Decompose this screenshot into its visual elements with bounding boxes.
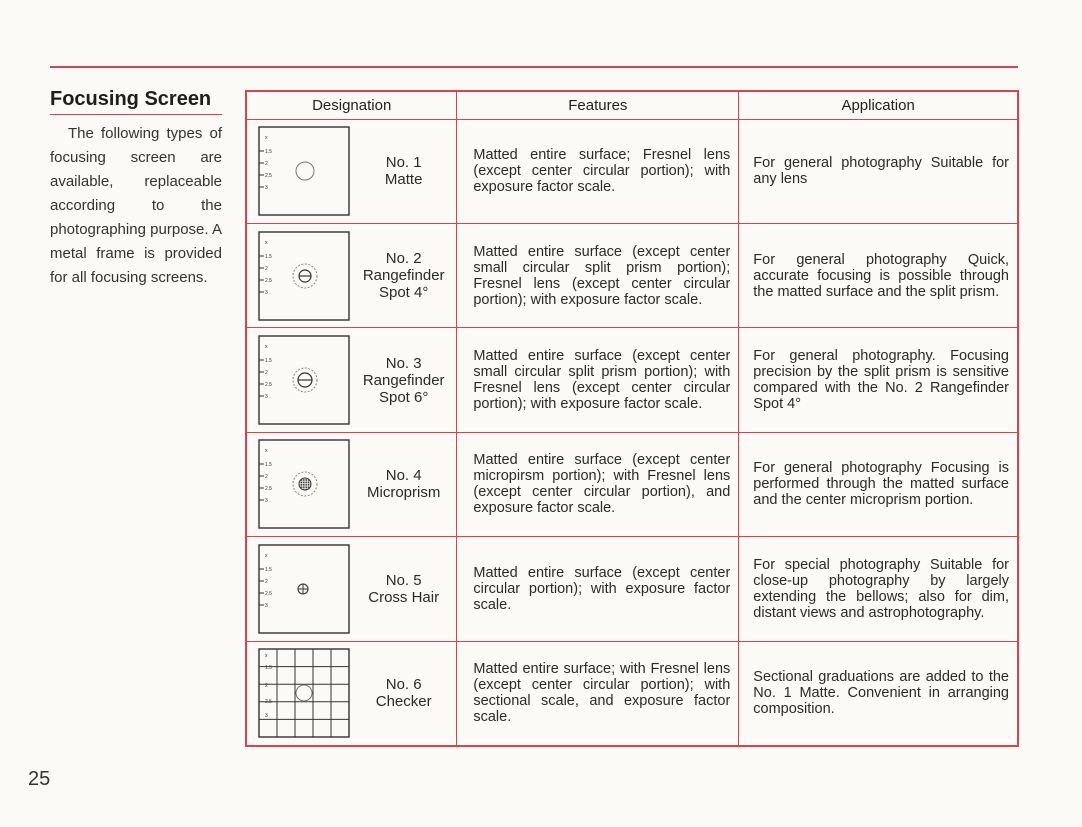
- screen-number: No. 5: [385, 571, 422, 589]
- designation-cell: [246, 223, 457, 327]
- scale-label: 1.5: [265, 665, 272, 672]
- features-cell: Matted entire surface; Fresnel lens (except center circular portion); with exposure factor scale.: [457, 119, 739, 223]
- designation-cell: [246, 641, 457, 746]
- scale-label: 2.5: [265, 277, 272, 284]
- intro-text: The following types of focusing screen are available, replaceable according to the photographing purpose. A metal frame is provided for all focusing screens.: [50, 125, 222, 286]
- screen-number: No. 4: [385, 467, 422, 485]
- scale-label: 2.5: [265, 173, 272, 180]
- table-header-row: [246, 91, 1018, 119]
- scale-label: 2.5: [265, 382, 272, 389]
- features-cell: Matted entire surface (except center small circular split prism portion); with Fresnel lens (except center circular portion); with exposure factor scale.: [457, 328, 739, 432]
- scale-label: x: [265, 448, 268, 455]
- designation-cell: [246, 119, 457, 223]
- header-features: Features: [457, 91, 739, 119]
- page-title: Focusing Screen: [50, 88, 212, 110]
- split-prism-screen-icon: [257, 334, 351, 426]
- scale-label: 2.5: [265, 486, 272, 493]
- scale-label: 2: [265, 578, 268, 585]
- table-row: [246, 537, 1018, 641]
- microprism-screen-icon: [257, 438, 351, 530]
- scale-label: 1.5: [265, 149, 272, 156]
- application-cell: For general photography Focusing is performed through the matted surface and the center microprism portion.: [739, 432, 1018, 536]
- application-cell: For general photography Suitable for any lens: [739, 119, 1018, 223]
- cross-hair-screen-icon: [257, 543, 351, 635]
- designation-cell: [246, 537, 457, 641]
- scale-label: x: [265, 344, 268, 351]
- screen-name: Checker: [375, 693, 432, 711]
- scale-label: 2: [265, 370, 268, 377]
- header-designation: Designation: [246, 91, 457, 119]
- application-cell: Sectional graduations are added to the No. 1 Matte. Convenient in arranging composition.: [739, 641, 1018, 746]
- scale-label: 2.5: [265, 699, 272, 706]
- scale-label: 2: [265, 161, 268, 168]
- screen-name: Rangefinder Spot 4°: [362, 267, 445, 302]
- scale-label: 2.5: [265, 590, 272, 597]
- scale-label: 2: [265, 683, 268, 690]
- application-cell: For special photography Suitable for close-up photography by largely extending the bellows; also for dim, distant views and astrophotography.: [739, 537, 1018, 641]
- scale-label: 3: [265, 713, 268, 720]
- scale-label: 2: [265, 265, 268, 272]
- scale-label: 3: [265, 498, 268, 505]
- table-row: [246, 119, 1018, 223]
- features-cell: Matted entire surface (except center circular portion); with exposure factor scale.: [457, 537, 739, 641]
- scale-label: 3: [265, 185, 268, 192]
- features-cell: Matted entire surface (except center small circular split prism portion); Fresnel lens (except center circular portion); with exposure factor scale.: [457, 223, 739, 327]
- scale-label: x: [265, 552, 268, 559]
- screen-name: Matte: [384, 171, 423, 189]
- scale-label: x: [265, 135, 268, 142]
- screen-name: Rangefinder Spot 6°: [362, 371, 445, 406]
- scale-label: 3: [265, 394, 268, 401]
- screen-name: Cross Hair: [368, 588, 440, 606]
- screen-number: No. 3: [385, 354, 422, 372]
- designation-cell: [246, 328, 457, 432]
- matte-screen-icon: [257, 125, 351, 217]
- scale-label: 1.5: [265, 358, 272, 365]
- split-prism-screen-icon: [257, 230, 351, 322]
- table-row: [246, 432, 1018, 536]
- screen-name: Microprism: [367, 484, 441, 502]
- page-number: 25: [28, 768, 51, 790]
- designation-cell: [246, 432, 457, 536]
- table-row: [246, 328, 1018, 432]
- screen-number: No. 6: [385, 676, 422, 694]
- application-cell: For general photography Quick, accurate focusing is possible through the matted surface and the split prism.: [739, 223, 1018, 327]
- scale-label: 3: [265, 289, 268, 296]
- scale-label: 1.5: [265, 462, 272, 469]
- scale-label: 3: [265, 602, 268, 609]
- scale-label: x: [265, 653, 268, 660]
- table-row: [246, 641, 1018, 746]
- features-cell: Matted entire surface (except center micropirsm portion); with Fresnel lens (except center circular portion), and exposure factor scale.: [457, 432, 739, 536]
- table-row: [246, 223, 1018, 327]
- title-underline: [50, 114, 222, 115]
- top-rule: [50, 66, 1018, 68]
- scale-label: 2: [265, 474, 268, 481]
- application-cell: For general photography. Focusing precision by the split prism is sensitive compared with the No. 2 Rangefinder Spot 4°: [739, 328, 1018, 432]
- features-cell: Matted entire surface; with Fresnel lens (except center circular portion); with sectional scale, and exposure factor scale.: [457, 641, 739, 746]
- scale-label: x: [265, 239, 268, 246]
- focusing-screen-table: [245, 90, 1019, 747]
- scale-label: 1.5: [265, 566, 272, 573]
- scale-label: 1.5: [265, 253, 272, 260]
- screen-number: No. 1: [385, 154, 422, 172]
- checker-screen-icon: [257, 647, 351, 739]
- header-application: Application: [739, 91, 1018, 119]
- screen-number: No. 2: [385, 250, 422, 268]
